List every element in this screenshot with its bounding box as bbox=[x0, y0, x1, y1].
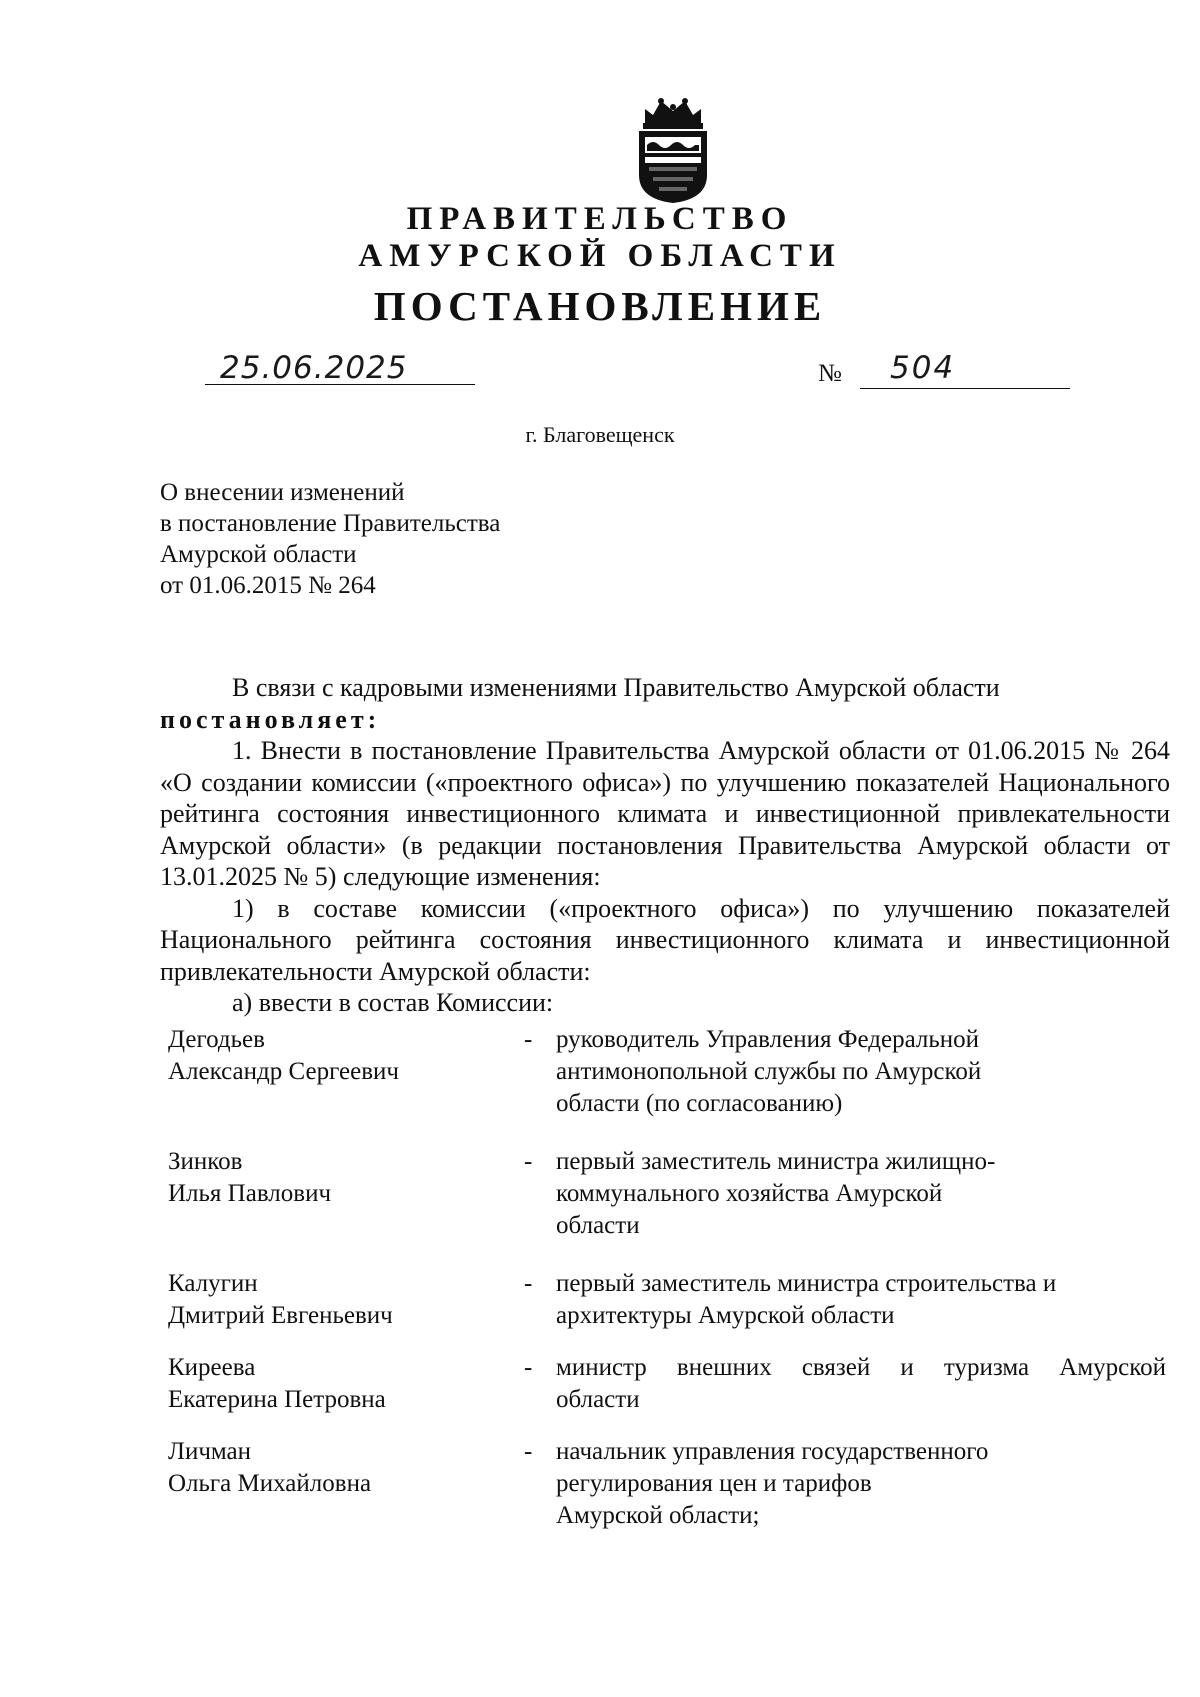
subject-line: в постановление Правительства bbox=[160, 510, 501, 537]
subject-line: от 01.06.2015 № 264 bbox=[160, 572, 376, 599]
member-name bbox=[168, 1024, 508, 1088]
member-given-names: Александр Сергеевич bbox=[168, 1058, 399, 1085]
item-1-1-paragraph: 1) в составе комиссии («проектного офиса») по улучшению показателей Национального рейтинга состояния инвестиционного климата и инвестиционной привлекательности Амурской области: bbox=[160, 893, 1170, 986]
member-role-line: Амурской области; bbox=[556, 1502, 760, 1529]
member-role bbox=[556, 1436, 1166, 1532]
member-role-line: начальник управления государственного bbox=[556, 1438, 989, 1465]
member-role-line: архитектуры Амурской области bbox=[556, 1302, 895, 1329]
item-1-paragraph: 1. Внести в постановление Правительства Амурской области от 01.06.2015 № 264 «О создании комиссии («проектного офиса») по улучшению показателей Национального рейтинга состояния инвестиционного климата и инвестиционной привлекательности Амурской области» (в редакции постановления Правительства Амурской области от 13.01.2025 № 5) следующие изменения: bbox=[160, 736, 1170, 891]
subject-line: Амурской области bbox=[160, 541, 357, 568]
member-name bbox=[168, 1352, 508, 1416]
organization-name-line1: ПРАВИТЕЛЬСТВО bbox=[406, 201, 794, 237]
document-subject bbox=[160, 477, 500, 601]
member-given-names: Екатерина Петровна bbox=[168, 1386, 386, 1413]
member-name bbox=[168, 1436, 508, 1500]
member-role-line: руководитель Управления Федеральной bbox=[556, 1026, 980, 1053]
member-name bbox=[168, 1146, 508, 1210]
member-role bbox=[556, 1146, 1166, 1242]
member-role-line: области bbox=[556, 1386, 640, 1413]
member-given-names: Ольга Михайловна bbox=[168, 1470, 372, 1497]
preamble-paragraph bbox=[160, 672, 1170, 704]
number-underline bbox=[860, 388, 1070, 389]
city-name: г. Благовещенск bbox=[525, 422, 675, 447]
member-role-line: министр внешних связей и туризма Амурской bbox=[556, 1354, 1166, 1381]
resolves-line bbox=[160, 704, 1170, 736]
date-underline bbox=[205, 384, 475, 385]
preamble-text: В связи с кадровыми изменениями Правительство Амурской области bbox=[232, 673, 1000, 702]
member-role bbox=[556, 1352, 1166, 1416]
member-surname: Зинков bbox=[168, 1148, 243, 1175]
item-1-1-a-paragraph: а) ввести в состав Комиссии: bbox=[232, 988, 554, 1017]
member-dash: - bbox=[524, 1148, 533, 1175]
resolves-keyword: постановляет: bbox=[160, 704, 381, 734]
member-surname: Киреева bbox=[168, 1354, 256, 1381]
member-surname: Калугин bbox=[168, 1270, 258, 1297]
document-number: 504 bbox=[890, 350, 956, 386]
member-dash: - bbox=[524, 1438, 533, 1465]
member-role-line: антимонопольной службы по Амурской bbox=[556, 1058, 982, 1085]
member-given-names: Дмитрий Евгеньевич bbox=[168, 1302, 393, 1329]
member-name bbox=[168, 1268, 508, 1332]
subject-line: О внесении изменений bbox=[160, 479, 405, 506]
member-dash: - bbox=[524, 1026, 533, 1053]
number-sign: № bbox=[818, 360, 842, 387]
member-surname: Дегодьев bbox=[168, 1026, 265, 1053]
member-surname: Личман bbox=[168, 1438, 252, 1465]
organization-name-line2: АМУРСКОЙ ОБЛАСТИ bbox=[358, 238, 842, 274]
document-body bbox=[160, 672, 1170, 1019]
member-role-line: коммунального хозяйства Амурской bbox=[556, 1180, 943, 1207]
member-role-line: регулирования цен и тарифов bbox=[556, 1470, 872, 1497]
document-type-title: ПОСТАНОВЛЕНИЕ bbox=[373, 283, 827, 329]
member-role bbox=[556, 1024, 1166, 1120]
coat-of-arms-icon bbox=[631, 95, 715, 205]
member-given-names: Илья Павлович bbox=[168, 1180, 332, 1207]
document-date: 25.06.2025 bbox=[220, 350, 408, 386]
member-role bbox=[556, 1268, 1166, 1332]
member-dash: - bbox=[524, 1354, 533, 1381]
member-role-line: первый заместитель министра строительства и bbox=[556, 1270, 1057, 1297]
member-role-line: области bbox=[556, 1212, 640, 1239]
member-role-line: области (по согласованию) bbox=[556, 1090, 843, 1117]
member-dash: - bbox=[524, 1270, 533, 1297]
member-role-line: первый заместитель министра жилищно- bbox=[556, 1148, 996, 1175]
